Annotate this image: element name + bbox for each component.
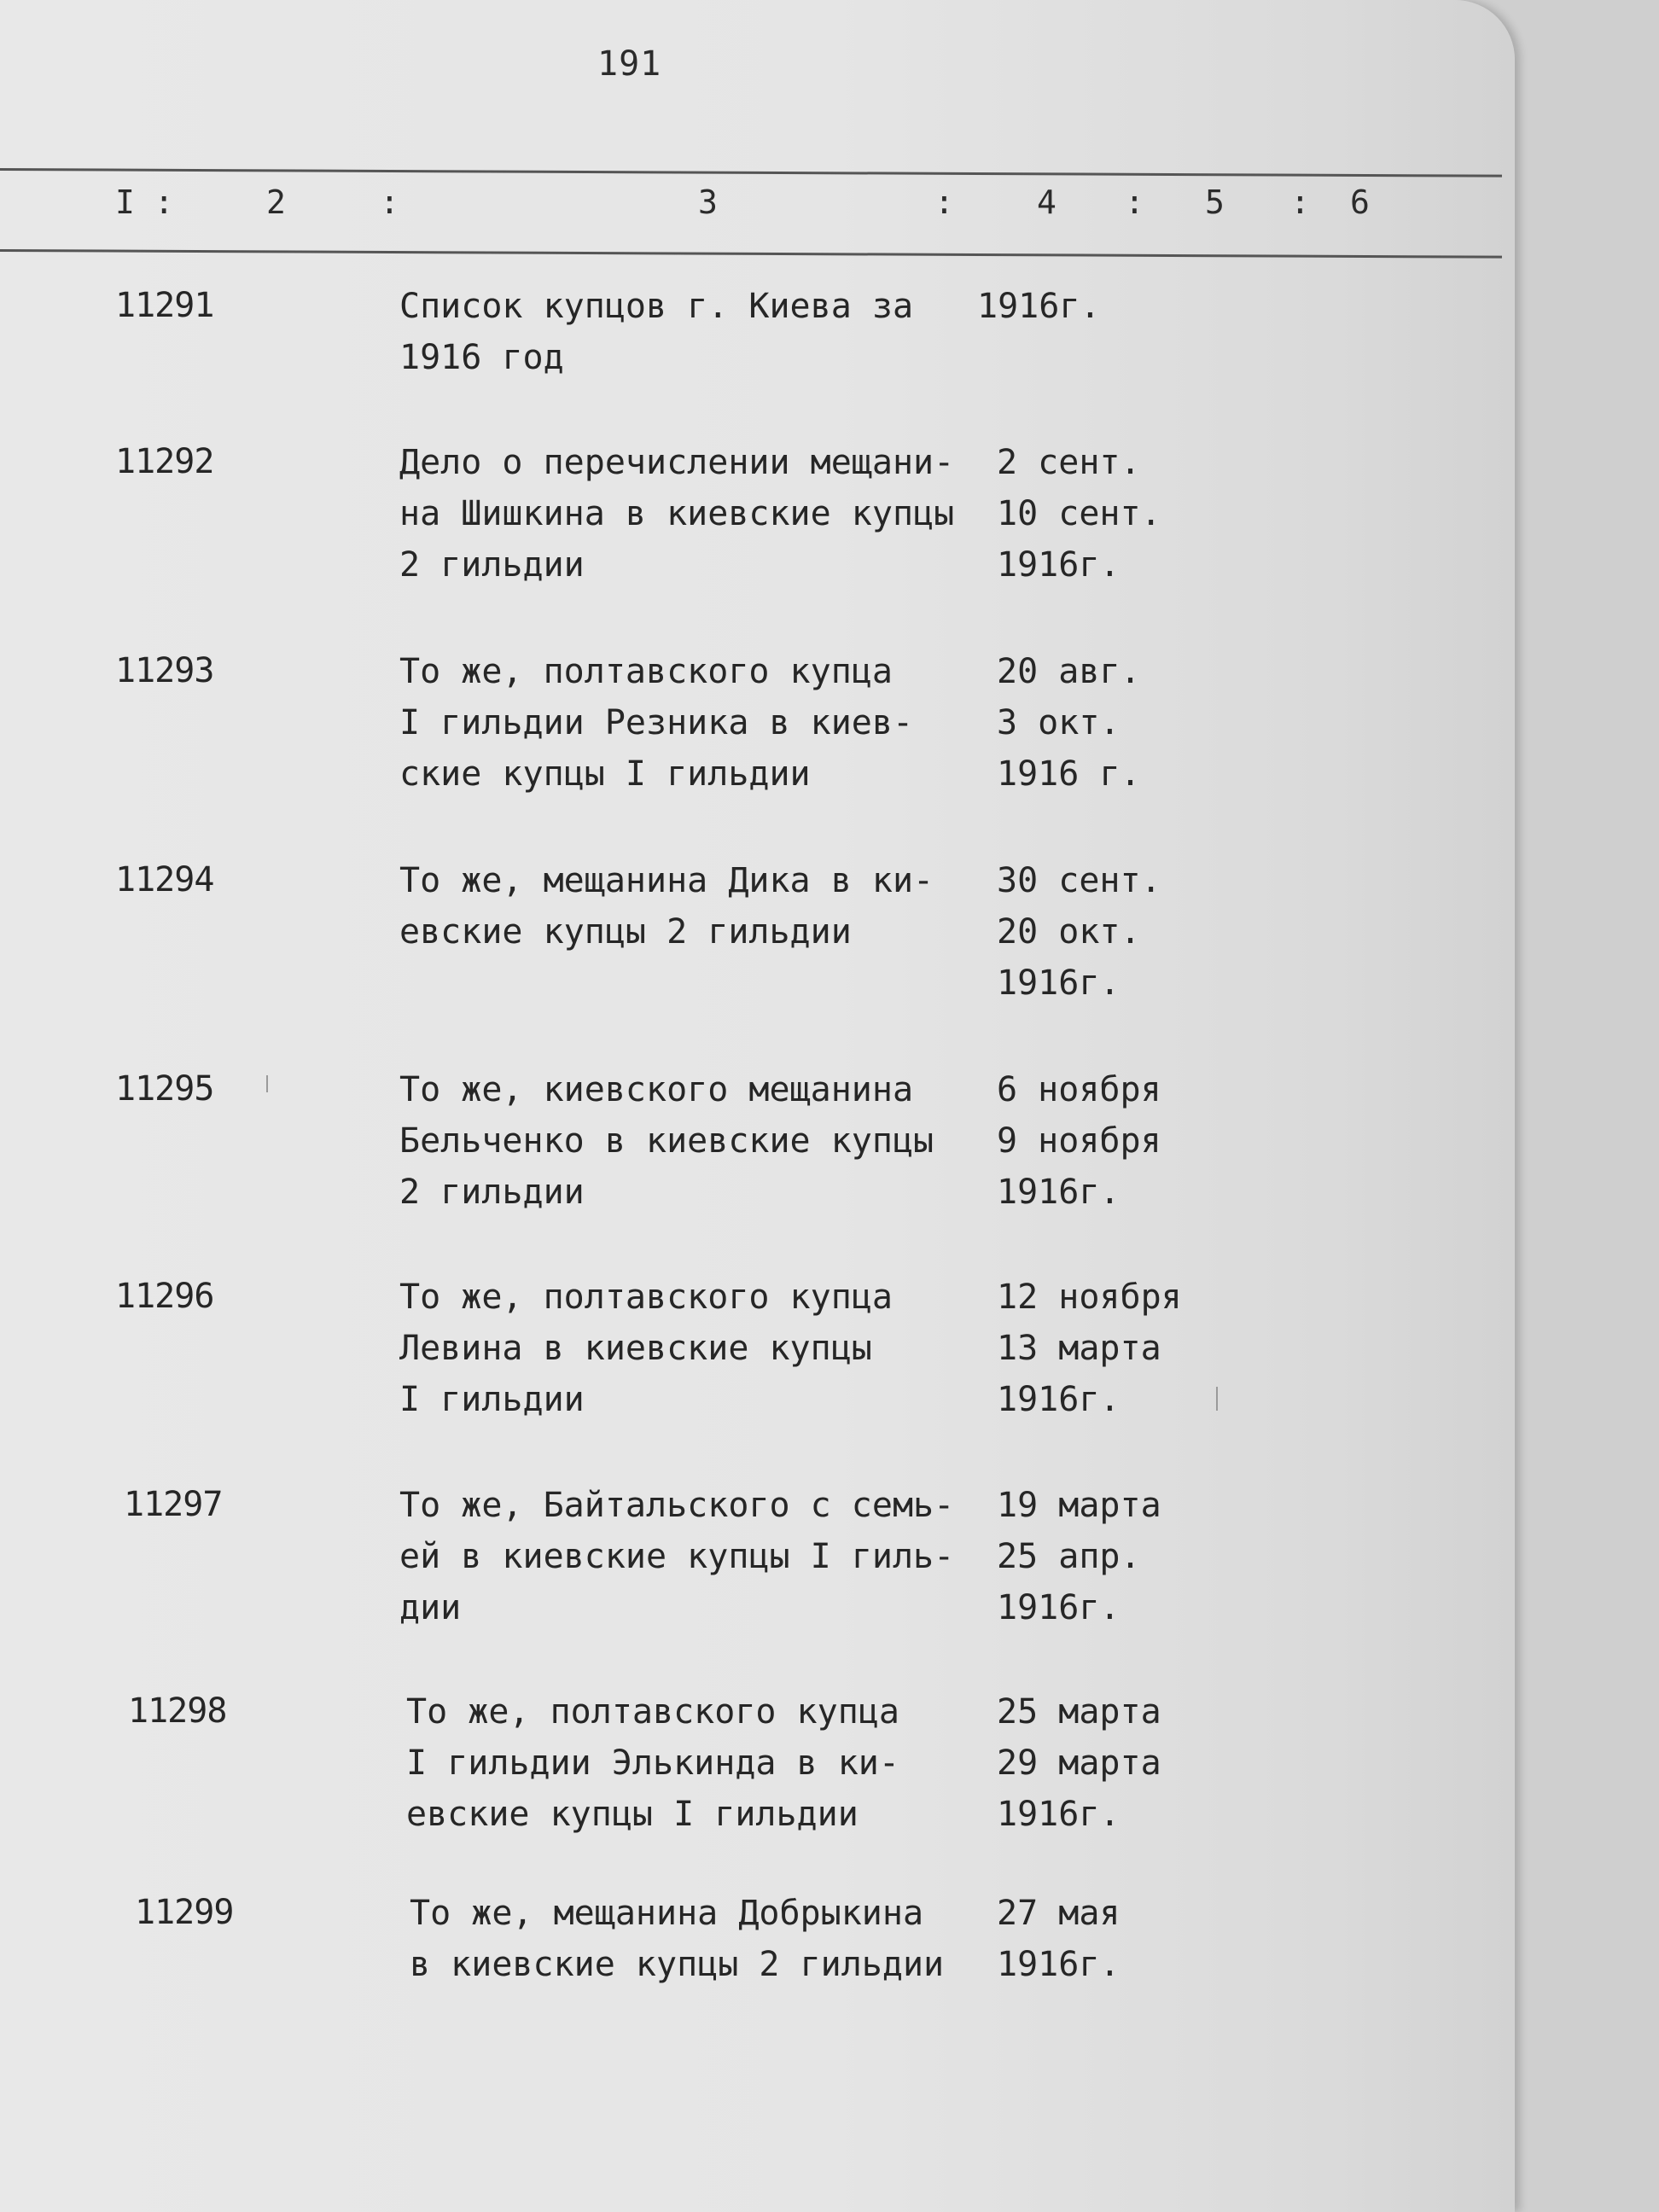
column-separator: : <box>380 183 399 221</box>
date-line: 3 окт. <box>997 703 1121 742</box>
date-line: 27 мая <box>997 1894 1121 1933</box>
pencil-mark <box>1216 1387 1218 1411</box>
column-separator: : <box>1290 183 1310 221</box>
column-header-4: 4 <box>1037 183 1057 221</box>
date-line: 1916г. <box>997 1173 1121 1212</box>
column-header-3: 3 <box>698 183 718 221</box>
description-line: Список купцов г. Киева за <box>399 287 914 326</box>
date-line: 12 ноября <box>997 1278 1182 1317</box>
description-line: 2 гильдии <box>399 545 585 585</box>
description-line: евские купцы 2 гильдии <box>399 912 852 952</box>
date-line: 29 марта <box>997 1743 1161 1783</box>
entry-number: 11291 <box>115 286 214 325</box>
entry-dates <box>997 1272 1210 1425</box>
date-line: 2 сент. <box>997 443 1141 482</box>
description-line: Бельченко в киевские купцы <box>399 1121 934 1161</box>
entry-number: 11298 <box>128 1691 227 1731</box>
date-line: 19 марта <box>997 1486 1161 1525</box>
entry-description <box>399 1272 997 1425</box>
description-line: То же, полтавского купца <box>406 1692 899 1732</box>
entry-number: 11292 <box>115 442 214 481</box>
description-line: евские купцы I гильдии <box>406 1795 859 1834</box>
description-line: 1916 год <box>399 338 564 377</box>
entry-description <box>399 1064 997 1218</box>
entry-dates <box>997 1888 1210 1990</box>
description-line: 2 гильдии <box>399 1173 585 1212</box>
date-line: 6 ноября <box>997 1070 1161 1109</box>
description-line: То же, киевского мещанина <box>399 1070 914 1109</box>
entry-description <box>406 1686 1004 1840</box>
column-header-6: 6 <box>1350 183 1370 221</box>
description-line: То же, полтавского купца <box>399 652 893 691</box>
description-line: То же, полтавского купца <box>399 1278 893 1317</box>
column-separator: : <box>1125 183 1144 221</box>
description-line: ей в киевские купцы I гиль- <box>399 1537 955 1576</box>
date-line: 1916г. <box>997 963 1121 1003</box>
page-number: 191 <box>597 44 662 84</box>
description-line: в киевские купцы 2 гильдии <box>410 1945 945 1984</box>
description-line: I гильдии Резника в киев- <box>399 703 914 742</box>
description-line: То же, мещанина Добрыкина <box>410 1894 924 1933</box>
column-header-2: 2 <box>266 183 286 221</box>
entry-number: 11299 <box>135 1893 234 1932</box>
entry-description <box>399 281 997 383</box>
date-line: 30 сент. <box>997 861 1161 900</box>
header-rule-top <box>0 168 1502 178</box>
entry-dates <box>997 1064 1210 1218</box>
entry-description <box>399 855 997 958</box>
date-line: 10 сент. <box>997 494 1161 533</box>
description-line: То же, Байтальского с семь- <box>399 1486 955 1525</box>
date-line: 1916 г. <box>997 754 1141 794</box>
entry-dates <box>997 646 1210 800</box>
date-line: 25 марта <box>997 1692 1161 1732</box>
date-line: 1916г. <box>997 1945 1121 1984</box>
entry-number: 11297 <box>124 1485 223 1524</box>
header-rule-bottom <box>0 249 1502 259</box>
description-line: на Шишкина в киевские купцы <box>399 494 955 533</box>
description-line: ские купцы I гильдии <box>399 754 811 794</box>
entry-description <box>410 1888 1007 1990</box>
column-header-5: 5 <box>1205 183 1225 221</box>
pencil-mark <box>266 1075 268 1092</box>
date-line: 1916г. <box>997 1795 1121 1834</box>
entry-number: 11293 <box>115 651 214 690</box>
date-line: 9 ноября <box>997 1121 1161 1161</box>
date-line: 1916г. <box>997 1380 1121 1419</box>
date-line: 20 окт. <box>997 912 1141 952</box>
entry-dates <box>997 855 1210 1009</box>
entry-description <box>399 646 997 800</box>
date-line: 1916г. <box>997 545 1121 585</box>
entry-dates <box>997 1686 1210 1840</box>
entry-description <box>399 1480 997 1633</box>
date-line: 20 авг. <box>997 652 1141 691</box>
entry-dates <box>977 281 1190 332</box>
entry-dates <box>997 1480 1210 1633</box>
date-line: 25 апр. <box>997 1537 1141 1576</box>
column-separator: : <box>934 183 954 221</box>
entry-dates <box>997 437 1210 591</box>
entry-description <box>399 437 997 591</box>
description-line: Дело о перечислении мещани- <box>399 443 955 482</box>
description-line: I гильдии Элькинда в ки- <box>406 1743 899 1783</box>
description-line: дии <box>399 1588 462 1627</box>
description-line: I гильдии <box>399 1380 585 1419</box>
column-header-1: I : <box>115 183 174 221</box>
description-line: То же, мещанина Дика в ки- <box>399 861 934 900</box>
entry-number: 11294 <box>115 860 214 899</box>
date-line: 1916г. <box>997 1588 1121 1627</box>
description-line: Левина в киевские купцы <box>399 1329 872 1368</box>
date-line: 13 марта <box>997 1329 1161 1368</box>
entry-number: 11296 <box>115 1277 214 1316</box>
date-line: 1916г. <box>977 287 1101 326</box>
entry-number: 11295 <box>115 1069 214 1109</box>
